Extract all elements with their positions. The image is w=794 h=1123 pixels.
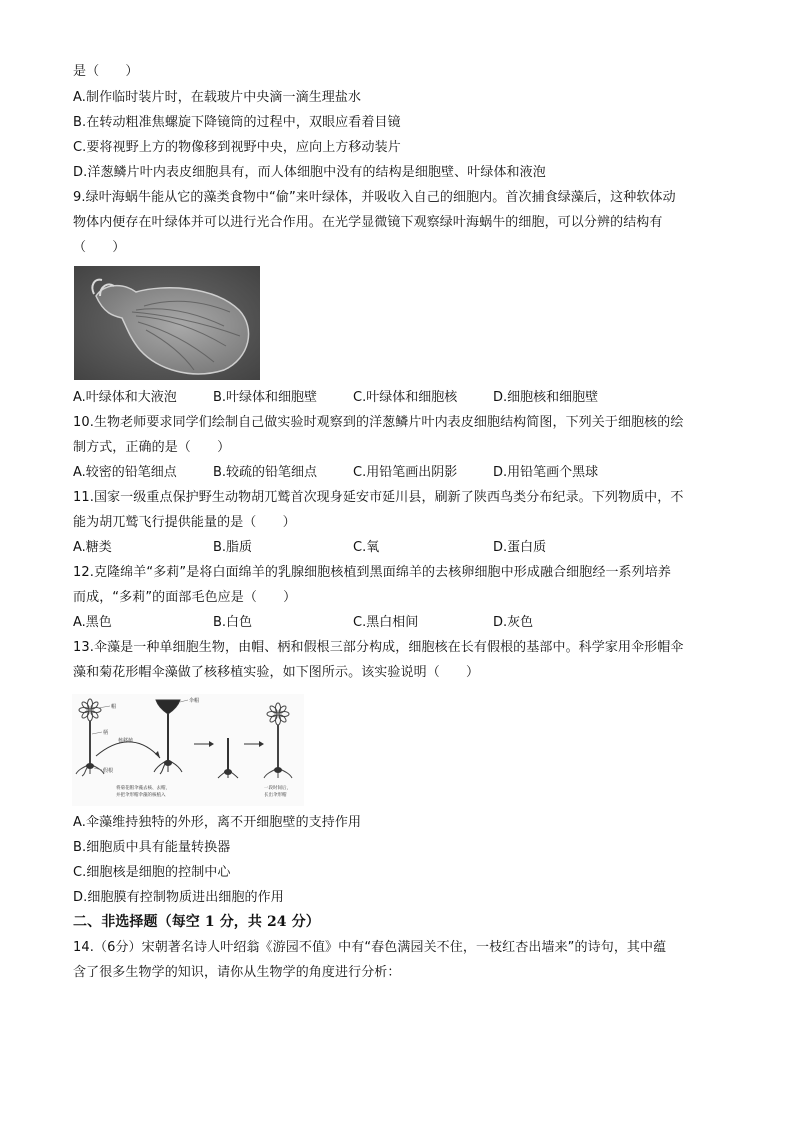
- q12-option-d: D.灰色: [493, 615, 534, 630]
- q10-option-b: B.较疏的铅笔细点: [213, 465, 318, 480]
- q10-options: [73, 464, 733, 482]
- section-2-title: 二、非选择题（每空 1 分，共 24 分）: [73, 914, 320, 930]
- q10-option-a: A.较密的铅笔细点: [73, 465, 177, 480]
- q8-option-a: A.制作临时装片时，在载玻片中央滴一滴生理盐水: [73, 90, 362, 105]
- q13-option-c: C.细胞核是细胞的控制中心: [73, 865, 231, 880]
- q11-option-d: D.蛋白质: [493, 540, 547, 555]
- q9-stem-line2: 物体内便存在叶绿体并可以进行光合作用。在光学显微镜下观察绿叶海蜗牛的细胞，可以分辨的结构有: [73, 215, 663, 230]
- q9-option-d: D.细胞核和细胞壁: [493, 390, 599, 405]
- q9-options: [73, 389, 733, 407]
- q8-option-c: C.要将视野上方的物像移到视野中央，应向上方移动装片: [73, 140, 401, 155]
- q9-option-c: C.叶绿体和细胞核: [353, 390, 458, 405]
- fig-note-right-2: 长出伞形帽: [264, 793, 287, 798]
- q8-option-d: D.洋葱鳞片叶内表皮细胞具有，而人体细胞中没有的结构是细胞壁、叶绿体和液泡: [73, 165, 546, 180]
- q11-option-c: C.氧: [353, 540, 380, 555]
- fig-note-right-1: 一段时间后，: [264, 786, 291, 791]
- q13-stem-line2: 藻和菊花形帽伞藻做了核移植实验，如下图所示。该实验说明（ ）: [73, 665, 480, 680]
- q12-option-c: C.黑白相间: [353, 615, 419, 630]
- fig-label-rhizoid: 假根: [103, 768, 114, 774]
- acetabularia-graft-figure: [72, 694, 304, 806]
- q9-option-a: A.叶绿体和大液泡: [73, 390, 177, 405]
- q11-stem-line1: 11.国家一级重点保护野生动物胡兀鹫首次现身延安市延川县，刷新了陕西鸟类分布纪录。下列物质中，不: [73, 490, 684, 505]
- q13-option-a: A.伞藻维持独特的外形，离不开细胞壁的支持作用: [73, 815, 362, 830]
- q10-stem-line1: 10.生物老师要求同学们绘制自己做实验时观察到的洋葱鳞片叶内表皮细胞结构简图，下列关于细胞核的绘: [73, 415, 684, 430]
- q14-stem-line1: 14.（6分）宋朝著名诗人叶绍翁《游园不值》中有“春色满园关不住，一枝红杏出墙来”的诗句，其中蕴: [73, 940, 667, 955]
- q9-option-b: B.叶绿体和细胞壁: [213, 390, 318, 405]
- q13-option-b: B.细胞质中具有能量转换器: [73, 840, 231, 855]
- q10-option-c: C.用铅笔画出阴影: [353, 465, 458, 480]
- q12-options: [73, 614, 733, 632]
- q8-stem-end: 是（ ）: [73, 64, 139, 79]
- q13-option-d: D.细胞膜有控制物质进出细胞的作用: [73, 890, 284, 905]
- q11-option-b: B.脂质: [213, 540, 253, 555]
- fig-note-left-2: 并把伞形帽伞藻的核植入: [116, 793, 166, 798]
- q10-option-d: D.用铅笔画个黑球: [493, 465, 599, 480]
- q12-option-a: A.黑色: [73, 615, 112, 630]
- fig-label-hat: 帽: [111, 704, 117, 710]
- q14-stem-line2: 含了很多生物学的知识，请你从生物学的角度进行分析：: [73, 965, 401, 980]
- fig-label-right-hat: 伞帽: [189, 698, 200, 704]
- q11-option-a: A.糖类: [73, 540, 112, 555]
- q9-stem-line1: 9.绿叶海蜗牛能从它的藻类食物中“偷”来叶绿体，并吸收入自己的细胞内。首次捕食绿藻后，这种软体动: [73, 190, 676, 205]
- q12-stem-line1: 12.克隆绵羊“多莉”是将白面绵羊的乳腺细胞核植到黑面绵羊的去核卵细胞中形成融合细胞经一系列培养: [73, 565, 671, 580]
- q13-stem-line1: 13.伞藻是一种单细胞生物，由帽、柄和假根三部分构成，细胞核在长有假根的基部中。科学家用伞形帽伞: [73, 640, 684, 655]
- q11-stem-line2: 能为胡兀鹫飞行提供能量的是（ ）: [73, 515, 296, 530]
- q12-option-b: B.白色: [213, 615, 253, 630]
- q9-stem-line3: （ ）: [73, 240, 126, 255]
- sea-slug-photo: [74, 266, 260, 380]
- q8-option-b: B.在转动粗准焦螺旋下降镜筒的过程中，双眼应看着目镜: [73, 115, 401, 130]
- fig-label-transfer: 核移植: [118, 738, 134, 744]
- fig-label-stalk: 柄: [103, 730, 109, 736]
- q11-options: [73, 539, 733, 557]
- fig-note-left-1: 将菊花帽伞藻去核、去帽，: [116, 786, 170, 791]
- q10-stem-line2: 制方式，正确的是（ ）: [73, 440, 231, 455]
- q12-stem-line2: 而成，“多莉”的面部毛色应是（ ）: [73, 590, 297, 605]
